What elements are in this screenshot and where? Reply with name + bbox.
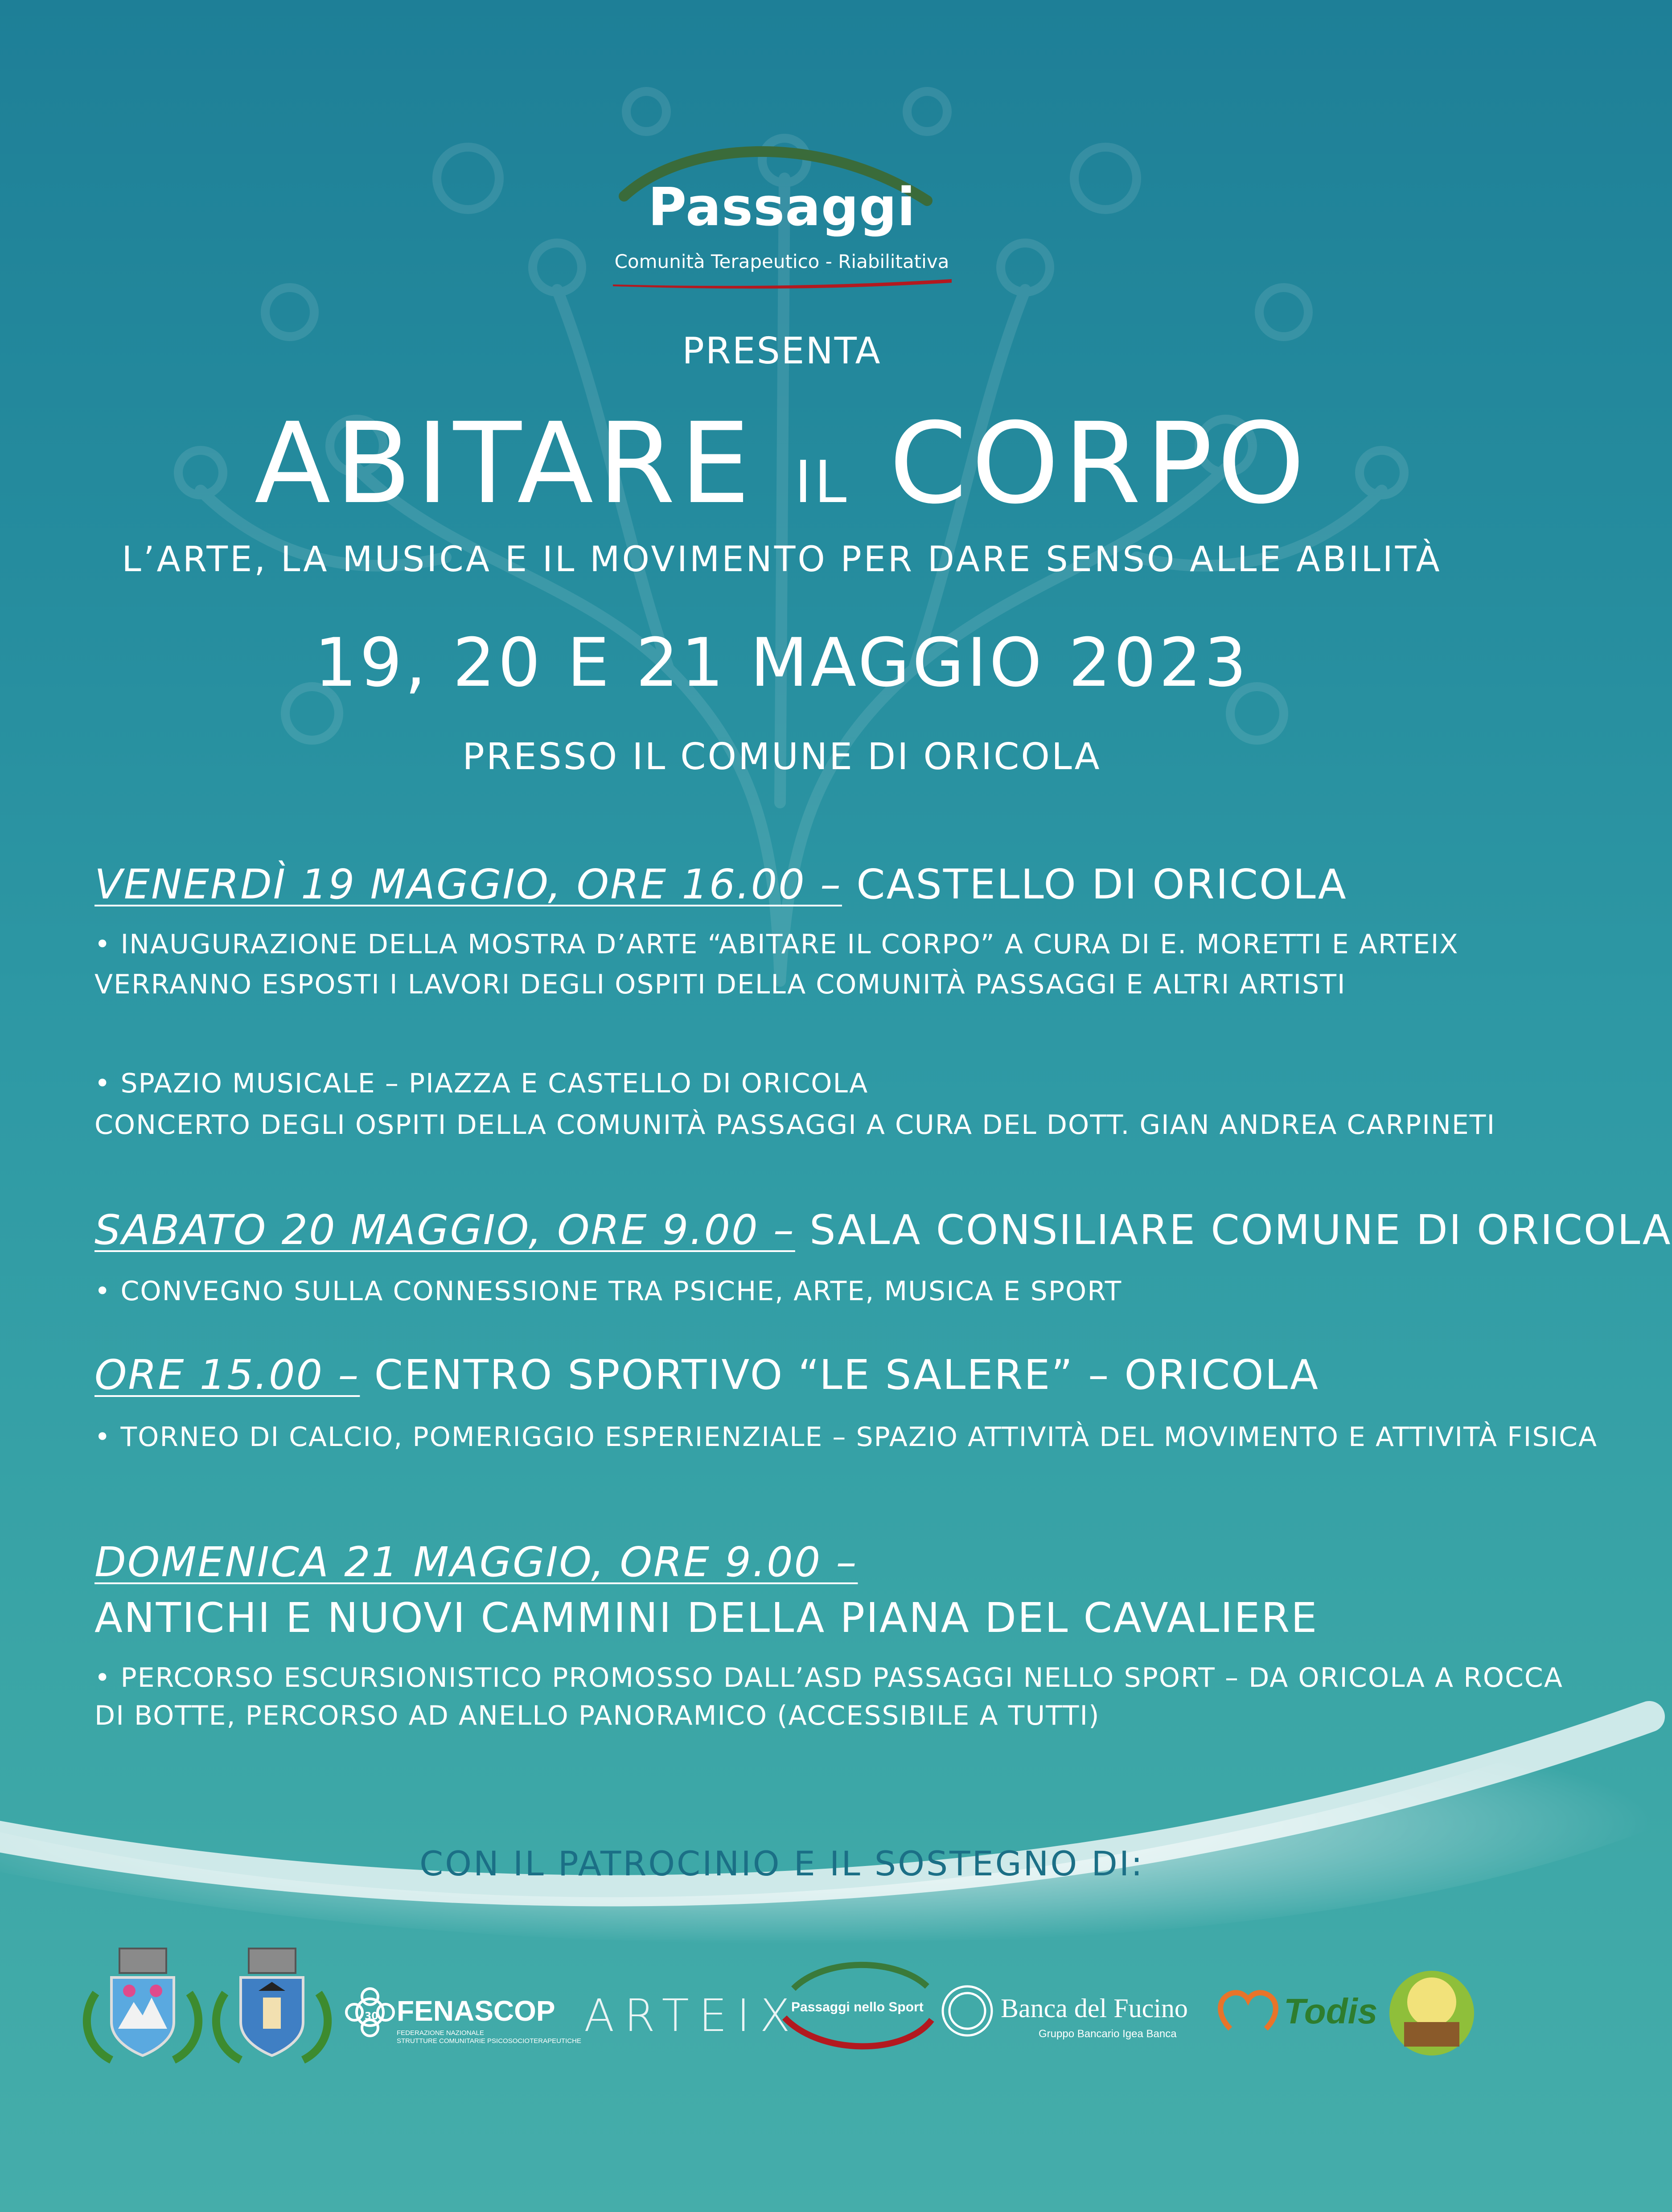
fenascop-line-1: FEDERAZIONE NAZIONALE xyxy=(397,2029,484,2037)
todis-logo: Todis xyxy=(1284,1991,1378,2031)
friday-item-1-line-2: VERRANNO ESPOSTI I LAVORI DEGLI OSPITI DELLA COMUNITÀ PASSAGGI E ALTRI ARTISTI xyxy=(94,969,1346,1000)
event-subtitle: L’ARTE, LA MUSICA E IL MOVIMENTO PER DARE SENSO ALLE ABILITÀ xyxy=(122,540,1442,580)
sunday-heading xyxy=(94,1538,858,1586)
saturday-when: SABATO 20 MAGGIO, ORE 9.00 – xyxy=(94,1206,795,1254)
friday-where: CASTELLO DI ORICOLA xyxy=(856,861,1347,908)
todis-heart-icon xyxy=(1220,1993,1276,2029)
friday-when: VENERDÌ 19 MAGGIO, ORE 16.00 – xyxy=(94,861,842,908)
saturday-where: SALA CONSILIARE COMUNE DI ORICOLA xyxy=(809,1206,1672,1254)
fenascop-line-2: STRUTTURE COMUNITARIE PSICOSOCIOTERAPEUTICHE xyxy=(397,2037,581,2045)
saturday-item-2: • TORNEO DI CALCIO, POMERIGGIO ESPERIENZIALE – SPAZIO ATTIVITÀ DEL MOVIMENTO E ATTIVITÀ FISICA xyxy=(94,1421,1598,1453)
sunday-item-1-line-2: DI BOTTE, PERCORSO AD ANELLO PANORAMICO (ACCESSIBILE A TUTTI) xyxy=(94,1700,1100,1731)
friday-heading xyxy=(94,861,1347,908)
title-part-3: CORPO xyxy=(889,399,1310,528)
sponsors-heading: CON IL PATROCINIO E IL SOSTEGNO DI: xyxy=(419,1844,1144,1883)
presenta-label: PRESENTA xyxy=(682,330,882,372)
banca-fucino-subtitle: Gruppo Bancario Igea Banca xyxy=(1039,2028,1177,2040)
sunday-when: DOMENICA 21 MAGGIO, ORE 9.00 – xyxy=(94,1538,858,1586)
friday-item-2-line-1: • SPAZIO MUSICALE – PIAZZA E CASTELLO DI ORICOLA xyxy=(94,1068,869,1099)
event-title xyxy=(0,399,1564,528)
saturday-item-1: • CONVEGNO SULLA CONNESSIONE TRA PSICHE, ARTE, MUSICA E SPORT xyxy=(94,1276,1122,1307)
coat-of-arms-2-logo xyxy=(216,1948,328,2060)
coat-of-arms-1-logo xyxy=(87,1948,198,2060)
sunday-where: ANTICHI E NUOVI CAMMINI DELLA PIANA DEL CAVALIERE xyxy=(94,1594,1319,1642)
logo-name: Passaggi xyxy=(648,176,916,238)
arteix-logo: ARTEIX xyxy=(584,1990,800,2042)
title-part-1: ABITARE xyxy=(254,399,755,528)
event-location: PRESSO IL COMUNE DI ORICOLA xyxy=(462,736,1101,778)
event-dates: 19, 20 E 21 MAGGIO 2023 xyxy=(314,624,1249,702)
saturday-afternoon-heading xyxy=(94,1351,1319,1399)
saturday-when-2: ORE 15.00 – xyxy=(94,1351,360,1399)
banca-fucino-name: Banca del Fucino xyxy=(1001,1994,1188,2023)
gastronomy-association-logo xyxy=(1389,1971,1474,2055)
title-part-2: IL xyxy=(794,448,850,516)
passaggi-sport-label: Passaggi nello Sport xyxy=(791,2000,924,2014)
saturday-where-2: CENTRO SPORTIVO “LE SALERE” – ORICOLA xyxy=(374,1351,1319,1399)
saturday-heading xyxy=(94,1206,1672,1254)
sunday-item-1-line-1: • PERCORSO ESCURSIONISTICO PROMOSSO DALL’ASD PASSAGGI NELLO SPORT – DA ORICOLA A ROCCA xyxy=(94,1662,1563,1693)
logo-subtitle: Comunità Terapeutico - Riabilitativa xyxy=(614,251,949,272)
banca-fucino-seal-icon xyxy=(943,1986,992,2035)
fenascop-name: FENASCOP xyxy=(397,1995,555,2027)
friday-item-1-line-1: • INAUGURAZIONE DELLA MOSTRA D’ARTE “ABITARE IL CORPO” A CURA DI E. MORETTI E ARTEIX xyxy=(94,929,1459,960)
friday-item-2-line-2: CONCERTO DEGLI OSPITI DELLA COMUNITÀ PASSAGGI A CURA DEL DOTT. GIAN ANDREA CARPINETI xyxy=(94,1109,1496,1141)
fenascop-badge-number: 30 xyxy=(365,2011,378,2022)
logo-underline xyxy=(613,276,952,290)
